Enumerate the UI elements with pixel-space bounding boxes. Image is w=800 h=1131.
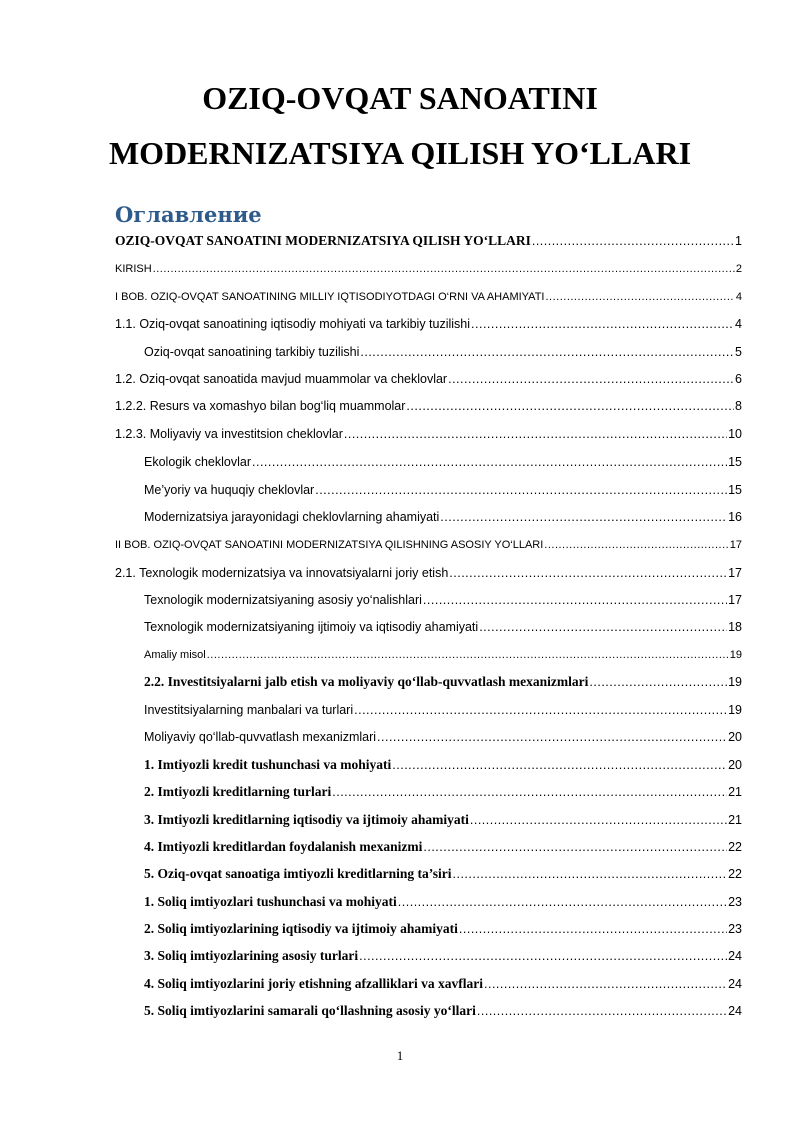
document-title-line-1: OZIQ-OVQAT SANOATINI xyxy=(202,80,598,116)
toc-dot-leader xyxy=(359,948,727,964)
toc-entry-page: 15 xyxy=(728,483,742,497)
toc-entry[interactable] xyxy=(144,647,742,663)
toc-entry[interactable] xyxy=(144,757,742,773)
toc-entry-page: 21 xyxy=(728,785,742,799)
toc-entry[interactable] xyxy=(144,812,742,828)
toc-entry[interactable] xyxy=(115,371,742,387)
toc-entry-label: Me’yoriy va huquqiy cheklovlar xyxy=(144,483,315,497)
toc-entry[interactable] xyxy=(115,233,742,249)
toc-entry-label: 1. Soliq imtiyozlari tushunchasi va mohiyati xyxy=(144,894,397,909)
toc-dot-leader xyxy=(532,233,734,249)
toc-entry-page: 1 xyxy=(735,234,742,248)
toc-entry-page: 23 xyxy=(728,922,742,936)
toc-entry-label: 2.1. Texnologik modernizatsiya va innovatsiyalarni joriy etish xyxy=(115,566,449,580)
document-title-line-2: MODERNIZATSIYA QILISH YO‘LLARI xyxy=(108,135,692,171)
toc-entry-label: 5. Soliq imtiyozlarini samarali qo‘llashning asosiy yo‘llari xyxy=(144,1003,476,1018)
toc-entry-page: 6 xyxy=(735,372,742,386)
toc-dot-leader xyxy=(406,398,734,414)
toc-entry-label: 4. Imtiyozli kreditlardan foydalanish mexanizmi xyxy=(144,839,423,854)
toc-entry-page: 24 xyxy=(728,949,742,963)
toc-dot-leader xyxy=(484,976,727,992)
toc-entry[interactable] xyxy=(144,948,742,964)
toc-dot-leader xyxy=(344,426,727,442)
toc-dot-leader xyxy=(315,482,727,498)
toc-entry-label: 2. Soliq imtiyozlarining iqtisodiy va ijtimoiy ahamiyati xyxy=(144,921,458,936)
toc-entry-label: Amaliy misol xyxy=(144,649,206,661)
toc-entry[interactable] xyxy=(144,729,742,745)
toc-dot-leader xyxy=(477,1003,727,1019)
toc-entry-label: 2.2. Investitsiyalarni jalb etish va moliyaviy qo‘llab-quvvatlash mexanizmlari xyxy=(144,674,589,689)
toc-entry-page: 23 xyxy=(728,895,742,909)
toc-entry[interactable] xyxy=(144,592,742,608)
toc-entry-page: 10 xyxy=(728,427,742,441)
toc-entry-page: 17 xyxy=(728,593,742,607)
toc-entry-page: 24 xyxy=(728,1004,742,1018)
toc-dot-leader xyxy=(332,784,727,800)
toc-dot-leader xyxy=(545,289,734,305)
toc-entry[interactable] xyxy=(144,866,742,882)
toc-entry-label: 4. Soliq imtiyozlarini joriy etishning afzalliklari va xavflari xyxy=(144,976,483,991)
toc-dot-leader xyxy=(479,619,727,635)
toc-entry-label: 1.2. Oziq-ovqat sanoatida mavjud muammolar va cheklovlar xyxy=(115,372,448,386)
toc-entry-label: Ekologik cheklovlar xyxy=(144,455,251,469)
toc-entry-page: 21 xyxy=(728,813,742,827)
toc-dot-leader xyxy=(423,839,727,855)
toc-entry-page: 8 xyxy=(735,399,742,413)
toc-entry-page: 15 xyxy=(728,455,742,469)
toc-entry[interactable] xyxy=(144,454,742,470)
toc-dot-leader xyxy=(449,565,727,581)
toc-dot-leader xyxy=(377,729,727,745)
toc-entry[interactable] xyxy=(144,482,742,498)
toc-dot-leader xyxy=(440,509,727,525)
toc-entry-page: 18 xyxy=(728,620,742,634)
toc-entry-page: 22 xyxy=(728,840,742,854)
toc-entry-page: 2 xyxy=(735,263,742,275)
toc-entry-label: II BOB. OZIQ-OVQAT SANOATINI MODERNIZATSIYA QILISHNING ASOSIY YO‘LLARI xyxy=(115,539,544,551)
toc-entry-label: I BOB. OZIQ-OVQAT SANOATINING MILLIY IQTISODIYOTDAGI O‘RNI VA AHAMIYATI xyxy=(115,291,545,303)
toc-entry-page: 5 xyxy=(735,345,742,359)
toc-entry[interactable] xyxy=(144,839,742,855)
toc-entry-label: Modernizatsiya jarayonidagi cheklovlarning ahamiyati xyxy=(144,510,440,524)
toc-entry[interactable] xyxy=(115,261,742,277)
toc-dot-leader xyxy=(544,537,728,553)
toc-entry-page: 19 xyxy=(728,703,742,717)
toc-entry-page: 4 xyxy=(735,317,742,331)
toc-entry[interactable] xyxy=(115,316,742,332)
toc-entry-label: 1.1. Oziq-ovqat sanoatining iqtisodiy mohiyati va tarkibiy tuzilishi xyxy=(115,317,471,331)
toc-entry[interactable] xyxy=(144,784,742,800)
toc-entry-label: 1.2.3. Moliyaviy va investitsion cheklovlar xyxy=(115,427,343,441)
toc-entry[interactable] xyxy=(144,344,742,360)
toc-entry[interactable] xyxy=(144,1003,742,1019)
toc-entry-label: Oziq-ovqat sanoatining tarkibiy tuzilishi xyxy=(144,345,360,359)
toc-entry-page: 16 xyxy=(728,510,742,524)
toc-entry[interactable] xyxy=(144,702,742,718)
toc-entry[interactable] xyxy=(144,619,742,635)
toc-entry-label: 3. Imtiyozli kreditlarning iqtisodiy va ijtimoiy ahamiyati xyxy=(144,812,469,827)
toc-dot-leader xyxy=(471,316,734,332)
toc-entry-label: 3. Soliq imtiyozlarining asosiy turlari xyxy=(144,948,359,963)
toc-entry-label: Investitsiyalarning manbalari va turlari xyxy=(144,703,354,717)
toc-dot-leader xyxy=(354,702,727,718)
toc-entry[interactable] xyxy=(144,674,742,690)
toc-entry-label: OZIQ-OVQAT SANOATINI MODERNIZATSIYA QILISH YO‘LLARI xyxy=(115,233,531,248)
toc-entry-label: 2. Imtiyozli kreditlarning turlari xyxy=(144,784,332,799)
toc-entry-page: 4 xyxy=(735,291,742,303)
toc-dot-leader xyxy=(153,261,735,277)
toc-dot-leader xyxy=(470,812,727,828)
toc-dot-leader xyxy=(453,866,728,882)
toc-entry[interactable] xyxy=(144,921,742,937)
toc-dot-leader xyxy=(448,371,734,387)
toc-entry-label: 1.2.2. Resurs va xomashyo bilan bog‘liq muammolar xyxy=(115,399,406,413)
toc-entry-page: 20 xyxy=(728,758,742,772)
toc-entry-page: 19 xyxy=(728,675,742,689)
toc-dot-leader xyxy=(423,592,727,608)
toc-entry[interactable] xyxy=(144,509,742,525)
toc-dot-leader xyxy=(589,674,727,690)
toc-entry-page: 17 xyxy=(729,539,742,551)
toc-entry[interactable] xyxy=(115,289,742,305)
toc-entry[interactable] xyxy=(115,565,742,581)
toc-entry-page: 22 xyxy=(728,867,742,881)
toc-entry-label: Texnologik modernizatsiyaning ijtimoiy va iqtisodiy ahamiyati xyxy=(144,620,479,634)
toc-entry-label: Texnologik modernizatsiyaning asosiy yo‘nalishlari xyxy=(144,593,422,607)
toc-entry-label: 1. Imtiyozli kredit tushunchasi va mohiyati xyxy=(144,757,392,772)
toc-entry[interactable] xyxy=(144,894,742,910)
toc-dot-leader xyxy=(392,757,727,773)
toc-entry[interactable] xyxy=(115,426,742,442)
toc-dot-leader xyxy=(207,647,729,663)
toc-entry-label: KIRISH xyxy=(115,263,152,275)
toc-entry-label: Moliyaviy qo‘llab-quvvatlash mexanizmlari xyxy=(144,730,377,744)
toc-entry-page: 20 xyxy=(728,730,742,744)
toc-entry-label: 5. Oziq-ovqat sanoatiga imtiyozli kreditlarning ta’siri xyxy=(144,866,452,881)
toc-entry-page: 24 xyxy=(728,977,742,991)
toc-entry-page: 17 xyxy=(728,566,742,580)
toc-dot-leader xyxy=(360,344,734,360)
toc-dot-leader xyxy=(398,894,727,910)
toc-entry-page: 19 xyxy=(729,649,742,661)
page-number: 1 xyxy=(396,1048,404,1063)
toc-entry[interactable] xyxy=(115,537,742,553)
toc-dot-leader xyxy=(252,454,727,470)
toc-dot-leader xyxy=(459,921,727,937)
toc-entry[interactable] xyxy=(115,398,742,414)
toc-entry[interactable] xyxy=(144,976,742,992)
toc-heading: Оглавление xyxy=(115,202,262,227)
